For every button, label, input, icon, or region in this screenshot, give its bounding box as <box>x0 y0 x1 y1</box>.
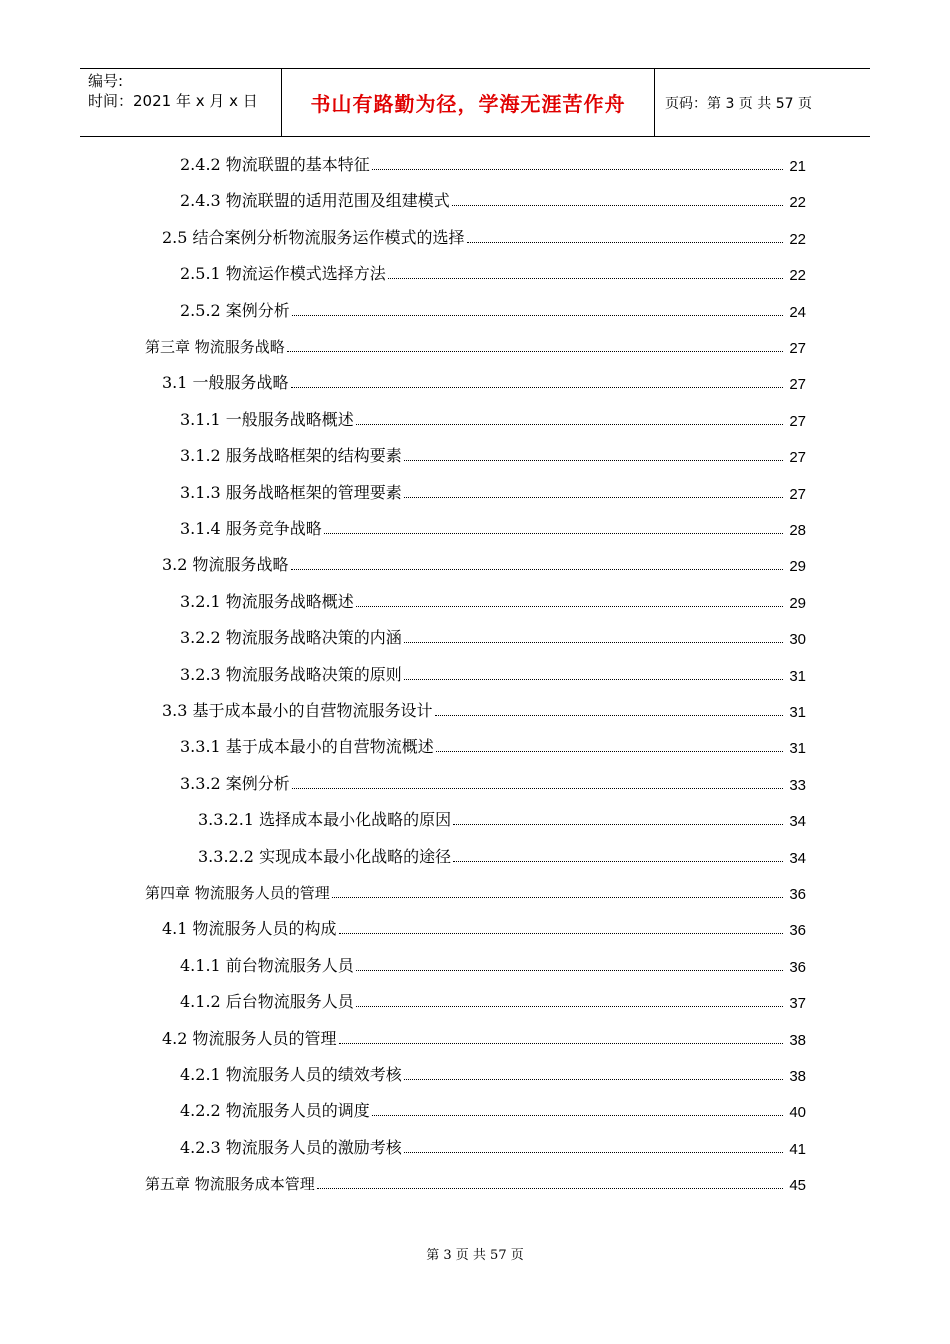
toc-leader-dots <box>404 460 783 461</box>
toc-entry-page: 38 <box>789 1068 806 1085</box>
toc-entry-page: 21 <box>789 158 806 175</box>
toc-leader-dots <box>291 569 783 570</box>
toc-entry-title: 4.1 物流服务人员的构成 <box>162 919 337 939</box>
toc-entry[interactable] <box>198 845 806 867</box>
toc-entry[interactable] <box>180 626 806 648</box>
toc-entry-title: 4.1.2 后台物流服务人员 <box>180 992 354 1012</box>
toc-entry-page: 27 <box>789 449 806 467</box>
toc-leader-dots <box>372 169 783 170</box>
toc-entry-title: 第三章 物流服务战略 <box>145 338 285 356</box>
toc-entry[interactable] <box>180 663 806 685</box>
document-number-label: 编号: <box>88 72 124 90</box>
toc-entry-title: 2.4.3 物流联盟的适用范围及组建模式 <box>180 191 450 211</box>
toc-entry-title: 4.2.3 物流服务人员的激励考核 <box>180 1137 402 1157</box>
toc-entry[interactable] <box>180 735 806 757</box>
toc-entry-title: 3.1.3 服务战略框架的管理要素 <box>180 482 402 502</box>
toc-entry-title: 3.3.2.2 实现成本最小化战略的途径 <box>198 846 452 866</box>
toc-entry-page: 31 <box>789 740 806 758</box>
header-motto: 书山有路勤为径，学海无涯苦作舟 <box>282 69 655 136</box>
toc-entry-title: 3.2 物流服务战略 <box>162 555 289 575</box>
toc-leader-dots <box>292 315 783 316</box>
toc-entry[interactable] <box>198 808 806 830</box>
toc-leader-dots <box>287 351 783 352</box>
toc-leader-dots <box>356 970 783 971</box>
toc-entry-title: 3.2.3 物流服务战略决策的原则 <box>180 664 402 684</box>
toc-entry-title: 3.2.2 物流服务战略决策的内涵 <box>180 628 402 648</box>
toc-entry-page: 31 <box>789 667 806 685</box>
toc-entry-title: 3.2.1 物流服务战略概述 <box>180 591 354 611</box>
toc-leader-dots <box>388 278 783 279</box>
toc-entry-title: 4.2 物流服务人员的管理 <box>162 1028 337 1048</box>
toc-leader-dots <box>356 606 783 607</box>
toc-entry[interactable] <box>180 517 806 539</box>
header-meta <box>80 69 282 136</box>
toc-entry[interactable] <box>180 153 806 175</box>
toc-entry-page: 29 <box>789 594 806 612</box>
toc-entry-page: 36 <box>789 958 806 976</box>
toc-entry[interactable] <box>180 299 806 321</box>
toc-entry[interactable] <box>162 226 806 248</box>
toc-entry[interactable] <box>180 408 806 430</box>
toc-entry-title: 3.1.4 服务竞争战略 <box>180 519 322 538</box>
toc-entry[interactable] <box>162 699 806 721</box>
toc-entry-page: 36 <box>789 922 806 940</box>
toc-entry-title: 3.3.2.1 选择成本最小化战略的原因 <box>198 810 452 830</box>
toc-entry-page: 33 <box>789 776 806 794</box>
toc-entry-title: 2.5.2 案例分析 <box>180 300 290 320</box>
toc-entry[interactable] <box>180 954 806 976</box>
toc-entry-page: 29 <box>789 558 806 576</box>
toc-entry[interactable] <box>162 553 806 575</box>
toc-leader-dots <box>332 897 783 898</box>
toc-entry[interactable] <box>180 1136 806 1158</box>
toc-entry-title: 3.1.1 一般服务战略概述 <box>180 409 354 429</box>
toc-entry[interactable] <box>180 772 806 794</box>
toc-entry-title: 3.3 基于成本最小的自营物流服务设计 <box>162 701 433 720</box>
toc-entry-page: 22 <box>789 267 806 285</box>
toc-leader-dots <box>404 497 783 498</box>
toc-leader-dots <box>292 788 783 789</box>
toc-leader-dots <box>291 387 783 388</box>
toc-entry[interactable] <box>180 590 806 612</box>
toc-entry-title: 3.3.2 案例分析 <box>180 773 290 793</box>
page-footer: 第 3 页 共 57 页 <box>426 1248 524 1263</box>
toc-entry-page: 41 <box>789 1140 806 1158</box>
page-header <box>80 68 870 137</box>
toc-entry-title: 2.5 结合案例分析物流服务运作模式的选择 <box>162 227 465 247</box>
toc-leader-dots <box>404 1152 783 1153</box>
toc-leader-dots <box>452 205 783 206</box>
toc-entry-page: 22 <box>789 194 806 212</box>
toc-entry[interactable] <box>180 1063 806 1085</box>
toc-entry[interactable] <box>180 990 806 1012</box>
toc-entry[interactable] <box>145 335 806 357</box>
toc-entry[interactable] <box>162 371 806 393</box>
toc-entry[interactable] <box>162 1027 806 1049</box>
toc-entry[interactable] <box>180 262 806 284</box>
toc-leader-dots <box>453 824 783 825</box>
toc-entry[interactable] <box>180 189 806 211</box>
toc-leader-dots <box>339 933 783 934</box>
toc-entry-title: 第五章 物流服务成本管理 <box>145 1175 315 1194</box>
toc-entry[interactable] <box>162 917 806 939</box>
toc-entry-title: 第四章 物流服务人员的管理 <box>145 884 330 902</box>
toc-leader-dots <box>404 1079 783 1080</box>
toc-leader-dots <box>324 533 783 534</box>
toc-entry-title: 4.2.2 物流服务人员的调度 <box>180 1101 370 1121</box>
toc-leader-dots <box>453 861 783 862</box>
toc-entry-page: 36 <box>789 886 806 903</box>
toc-entry-page: 38 <box>789 1031 806 1049</box>
toc-entry-page: 27 <box>789 376 806 394</box>
toc-entry-title: 3.3.1 基于成本最小的自营物流概述 <box>180 737 434 757</box>
document-time-label: 时间：2021 年 x 月 x 日 <box>88 92 258 110</box>
toc-entry-page: 31 <box>789 704 806 721</box>
toc-entry-page: 22 <box>789 230 806 248</box>
toc-entry-page: 34 <box>789 849 806 867</box>
toc-entry-page: 40 <box>789 1104 806 1122</box>
toc-leader-dots <box>404 679 783 680</box>
toc-entry-title: 4.1.1 前台物流服务人员 <box>180 955 354 975</box>
toc-leader-dots <box>404 642 783 643</box>
toc-entry-page: 45 <box>789 1177 806 1195</box>
toc-entry[interactable] <box>180 481 806 503</box>
toc-leader-dots <box>372 1115 783 1116</box>
toc-entry-title: 2.5.1 物流运作模式选择方法 <box>180 264 386 284</box>
toc-entry[interactable] <box>145 1172 806 1194</box>
toc-entry-page: 30 <box>789 631 806 649</box>
toc-entry-title: 4.2.1 物流服务人员的绩效考核 <box>180 1065 402 1084</box>
toc-leader-dots <box>436 751 783 752</box>
toc-entry[interactable] <box>180 1099 806 1121</box>
toc-entry[interactable] <box>180 444 806 466</box>
toc-entry[interactable] <box>145 881 806 903</box>
toc-leader-dots <box>356 1006 783 1007</box>
toc-entry-page: 27 <box>789 485 806 503</box>
toc-leader-dots <box>317 1188 783 1189</box>
toc-entry-page: 34 <box>789 813 806 831</box>
header-page-info: 页码：第 3 页 共 57 页 <box>665 95 812 112</box>
toc-entry-page: 27 <box>789 340 806 357</box>
toc-leader-dots <box>339 1043 783 1044</box>
toc-entry-title: 2.4.2 物流联盟的基本特征 <box>180 155 370 174</box>
toc-leader-dots <box>435 715 783 716</box>
toc-entry-page: 27 <box>789 412 806 430</box>
toc-entry-page: 24 <box>789 303 806 321</box>
toc-entry-title: 3.1.2 服务战略框架的结构要素 <box>180 446 402 466</box>
toc-entry-title: 3.1 一般服务战略 <box>162 373 289 393</box>
toc-entry-page: 37 <box>789 995 806 1013</box>
toc-entry-page: 28 <box>789 522 806 539</box>
toc-leader-dots <box>356 424 783 425</box>
toc-leader-dots <box>467 242 783 243</box>
